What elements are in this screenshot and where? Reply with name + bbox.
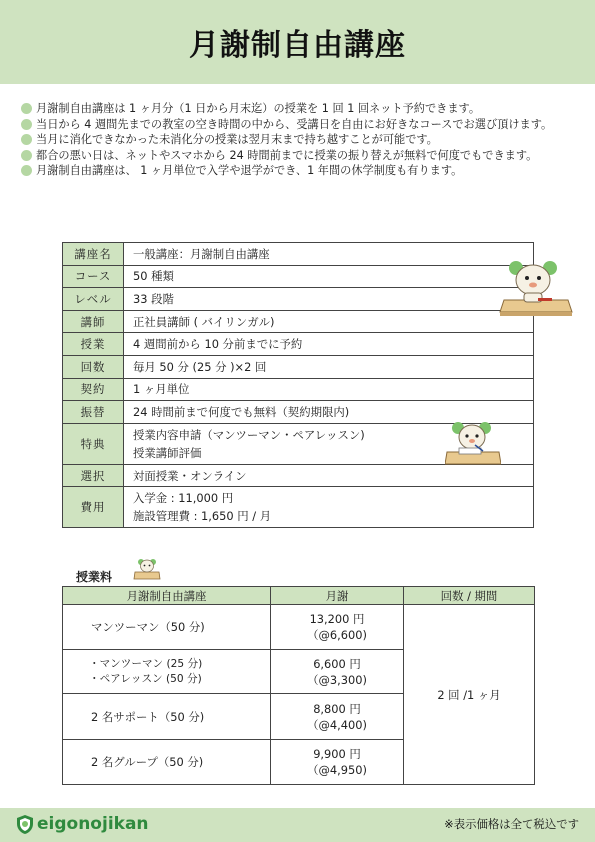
brand-logo [16, 813, 149, 835]
mascot-small-illustration [133, 557, 161, 581]
price-cell: 13,200 円 （@6,600) [271, 605, 404, 650]
table-header-row [63, 587, 535, 605]
row-value: 1 ヶ月単位 [124, 378, 534, 401]
table-row [63, 333, 534, 356]
row-value: 毎月 50 分 (25 分 )×2 回 [124, 355, 534, 378]
table-row [63, 487, 534, 528]
row-value: 対面授業・オンライン [124, 464, 534, 487]
page-title: 月謝制自由講座 [189, 28, 406, 63]
logo-text: eigonojikan [37, 814, 149, 834]
column-header: 回数 / 期間 [404, 587, 535, 605]
table-row [63, 288, 534, 311]
course-cell: マンツーマン（50 分) [63, 605, 271, 650]
course-cell: 2 名グループ（50 分) [63, 740, 271, 785]
course-cell: ・マンツーマン (25 分) ・ペアレッスン (50 分) [63, 650, 271, 694]
course-info-table [62, 242, 534, 528]
tuition-table [62, 586, 535, 785]
row-label: 振替 [63, 401, 124, 424]
row-label: 授業 [63, 333, 124, 356]
bullet-dot-icon [21, 134, 32, 145]
fee-section-heading: 授業料 [76, 570, 113, 584]
list-item: 月謝制自由講座は 1 ヶ月分（1 日から月末迄）の授業を 1 回 1 回ネット予約できます。 [20, 101, 590, 117]
tax-note: ※表示価格は全て税込です [444, 817, 579, 831]
row-value: 24 時間前まで何度でも無料（契約期限内) [124, 401, 534, 424]
course-cell: 2 名サポート（50 分) [63, 694, 271, 740]
row-label: 選択 [63, 464, 124, 487]
table-row [63, 243, 534, 266]
row-value: 50 種類 [124, 265, 534, 288]
table-row [63, 355, 534, 378]
row-value: 4 週間前から 10 分前までに予約 [124, 333, 534, 356]
mascot-writing-illustration [445, 418, 501, 468]
row-label: 費用 [63, 487, 124, 528]
frequency-cell: 2 回 /1 ヶ月 [404, 605, 535, 785]
column-header: 月謝 [271, 587, 404, 605]
shield-icon [16, 814, 34, 835]
table-row [63, 310, 534, 333]
row-label: 講座名 [63, 243, 124, 266]
bullet-dot-icon [21, 165, 32, 176]
price-cell: 9,900 円 （@4,950) [271, 740, 404, 785]
row-value: 授業内容申請（マンツーマン・ペアレッスン) 授業講師評価 [124, 423, 534, 464]
bullet-dot-icon [21, 150, 32, 161]
row-value: 一般講座：月謝制自由講座 [124, 243, 534, 266]
column-header: 月謝制自由講座 [63, 587, 271, 605]
mascot-desk-illustration [498, 256, 574, 318]
row-value: 正社員講師 ( バイリンガル) [124, 310, 534, 333]
row-value: 33 段階 [124, 288, 534, 311]
row-label: コース [63, 265, 124, 288]
table-row [63, 605, 535, 650]
list-item: 当日から 4 週間先までの教室の空き時間の中から、受講日を自由にお好きなコースでお選び頂けます。 [20, 117, 590, 133]
list-item: 都合の悪い日は、ネットやスマホから 24 時間前までに授業の振り替えが無料で何度でもできます。 [20, 148, 590, 164]
row-label: 講師 [63, 310, 124, 333]
list-item: 月謝制自由講座は、 1 ヶ月単位で入学や退学ができ、1 年間の休学制度も有ります。 [20, 163, 590, 179]
bullet-dot-icon [21, 119, 32, 130]
bullet-dot-icon [21, 103, 32, 114]
row-value: 入学金 : 11,000 円 施設管理費 : 1,650 円 / 月 [124, 487, 534, 528]
table-row [63, 265, 534, 288]
feature-list [20, 101, 590, 179]
price-cell: 8,800 円 （@4,400) [271, 694, 404, 740]
list-item: 当月に消化できなかった未消化分の授業は翌月末まで持ち越すことが可能です。 [20, 132, 590, 148]
price-cell: 6,600 円 （@3,300) [271, 650, 404, 694]
table-row [63, 378, 534, 401]
row-label: 契約 [63, 378, 124, 401]
row-label: 特典 [63, 423, 124, 464]
row-label: 回数 [63, 355, 124, 378]
row-label: レベル [63, 288, 124, 311]
